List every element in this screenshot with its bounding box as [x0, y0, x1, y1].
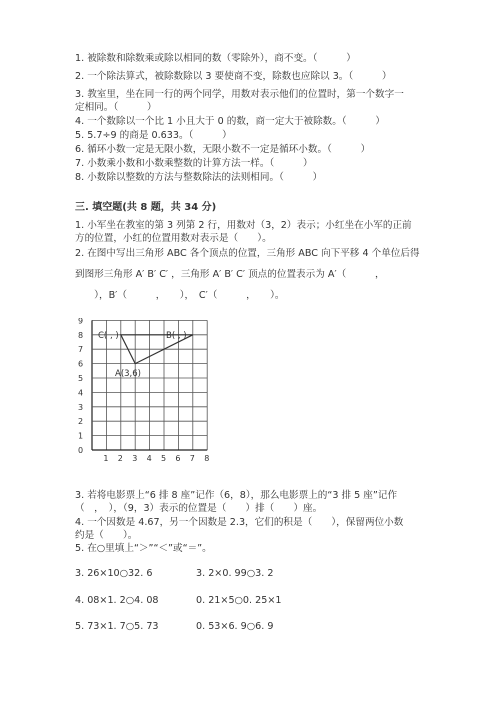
- q2-line-2: 到图形三角形 A′ B′ C′ ，三角形 A′ B′ C′ 顶点的位置表示为 A′（ ，: [75, 269, 385, 280]
- q3-line-2: （ ， ），（9，3）表示的位置是（ ）排（ ）座。: [75, 503, 323, 514]
- x-tick-label: 2: [117, 454, 123, 463]
- x-tick-label: 7: [189, 454, 195, 463]
- y-tick-label: 6: [78, 359, 84, 369]
- compare-2a: 4. 08×1. 2○4. 08: [75, 595, 159, 606]
- section-3-title: 三. 填空题(共 8 题，共 34 分): [75, 202, 217, 213]
- compare-1a: 3. 26×10○32. 6: [75, 568, 153, 579]
- x-tick-label: 5: [161, 454, 167, 463]
- compare-2b: 0. 21×5○0. 25×1: [196, 595, 282, 606]
- judge-item-6: 6. 循环小数一定是无限小数，无限小数不一定是循环小数。（ ）: [75, 144, 371, 155]
- judge-item-5: 5. 5.7÷9 的商是 0.633。（ ）: [75, 130, 232, 141]
- q2-line-3: ），B′（ ， ）， C′（ ， ）。: [75, 290, 285, 301]
- x-tick-label: 6: [175, 454, 181, 463]
- grid-svg: [72, 318, 212, 470]
- y-tick-label: 7: [78, 345, 84, 355]
- y-tick-label: 5: [78, 374, 84, 383]
- q1-line-2: 方的位置，小红的位置用数对表示是（ ）。: [75, 233, 272, 244]
- y-tick-label: 3: [78, 402, 84, 412]
- compare-3b: 0. 53×6. 9○6. 9: [196, 621, 274, 632]
- x-tick-label: 4: [146, 454, 152, 463]
- compare-3a: 5. 73×1. 7○5. 73: [75, 621, 159, 632]
- q1-line-1: 1. 小军坐在教室的第 3 列第 2 行，用数对（3，2）表示；小红坐在小军的正前: [75, 220, 412, 231]
- point-a-label: A(3,6): [115, 369, 141, 379]
- y-tick-label: 9: [78, 318, 84, 326]
- x-tick-label: 8: [204, 454, 210, 463]
- judge-item-3b: 定相同。（ ）: [75, 102, 157, 113]
- coordinate-grid: [72, 318, 212, 474]
- y-tick-label: 2: [78, 417, 84, 427]
- y-tick-label: 0: [78, 446, 84, 455]
- point-b-label: B( , ): [166, 331, 187, 341]
- point-c-label: C( , ): [98, 331, 119, 341]
- x-tick-label: 1: [103, 454, 109, 463]
- judge-item-8: 8. 小数除以整数的方法与整数除法的法则相同。（ ）: [75, 172, 323, 183]
- x-tick-label: 3: [132, 454, 138, 463]
- judge-item-3a: 3. 教室里，坐在同一行的两个同学，用数对表示他们的位置时，第一个数字一: [75, 89, 404, 100]
- judge-item-1: 1. 被除数和除数乘或除以相同的数（零除外），商不变。（ ）: [75, 53, 356, 64]
- q4-line-2: 约是（ ）。: [75, 530, 138, 541]
- q4-line-1: 4. 一个因数是 4.67，另一个因数是 2.3，它们的积是（ ），保留两位小数: [75, 517, 404, 528]
- y-tick-label: 4: [78, 388, 84, 398]
- judge-item-2: 2. 一个除法算式，被除数除以 3 要使商不变，除数也应除以 3。（ ）: [75, 71, 392, 82]
- q2-line-1: 2. 在图中写出三角形 ABC 各个顶点的位置，三角形 ABC 向下平移 4 个单位后得: [75, 248, 420, 259]
- judge-item-7: 7. 小数乘小数和小数乘整数的计算方法一样。（ ）: [75, 158, 313, 169]
- compare-1b: 3. 2×0. 99○3. 2: [196, 568, 274, 579]
- q3-line-1: 3. 若将电影票上“6 排 8 座”记作（6，8），那么电影票上的“3 排 5 座”记作: [75, 490, 398, 501]
- judge-item-4: 4. 一个数除以一个比 1 小且大于 0 的数，商一定大于被除数。（ ）: [75, 116, 386, 127]
- y-tick-label: 8: [78, 330, 84, 340]
- y-tick-label: 1: [78, 431, 84, 441]
- q5-prompt: 5. 在○里填上“＞”“＜”或“＝”。: [75, 543, 212, 554]
